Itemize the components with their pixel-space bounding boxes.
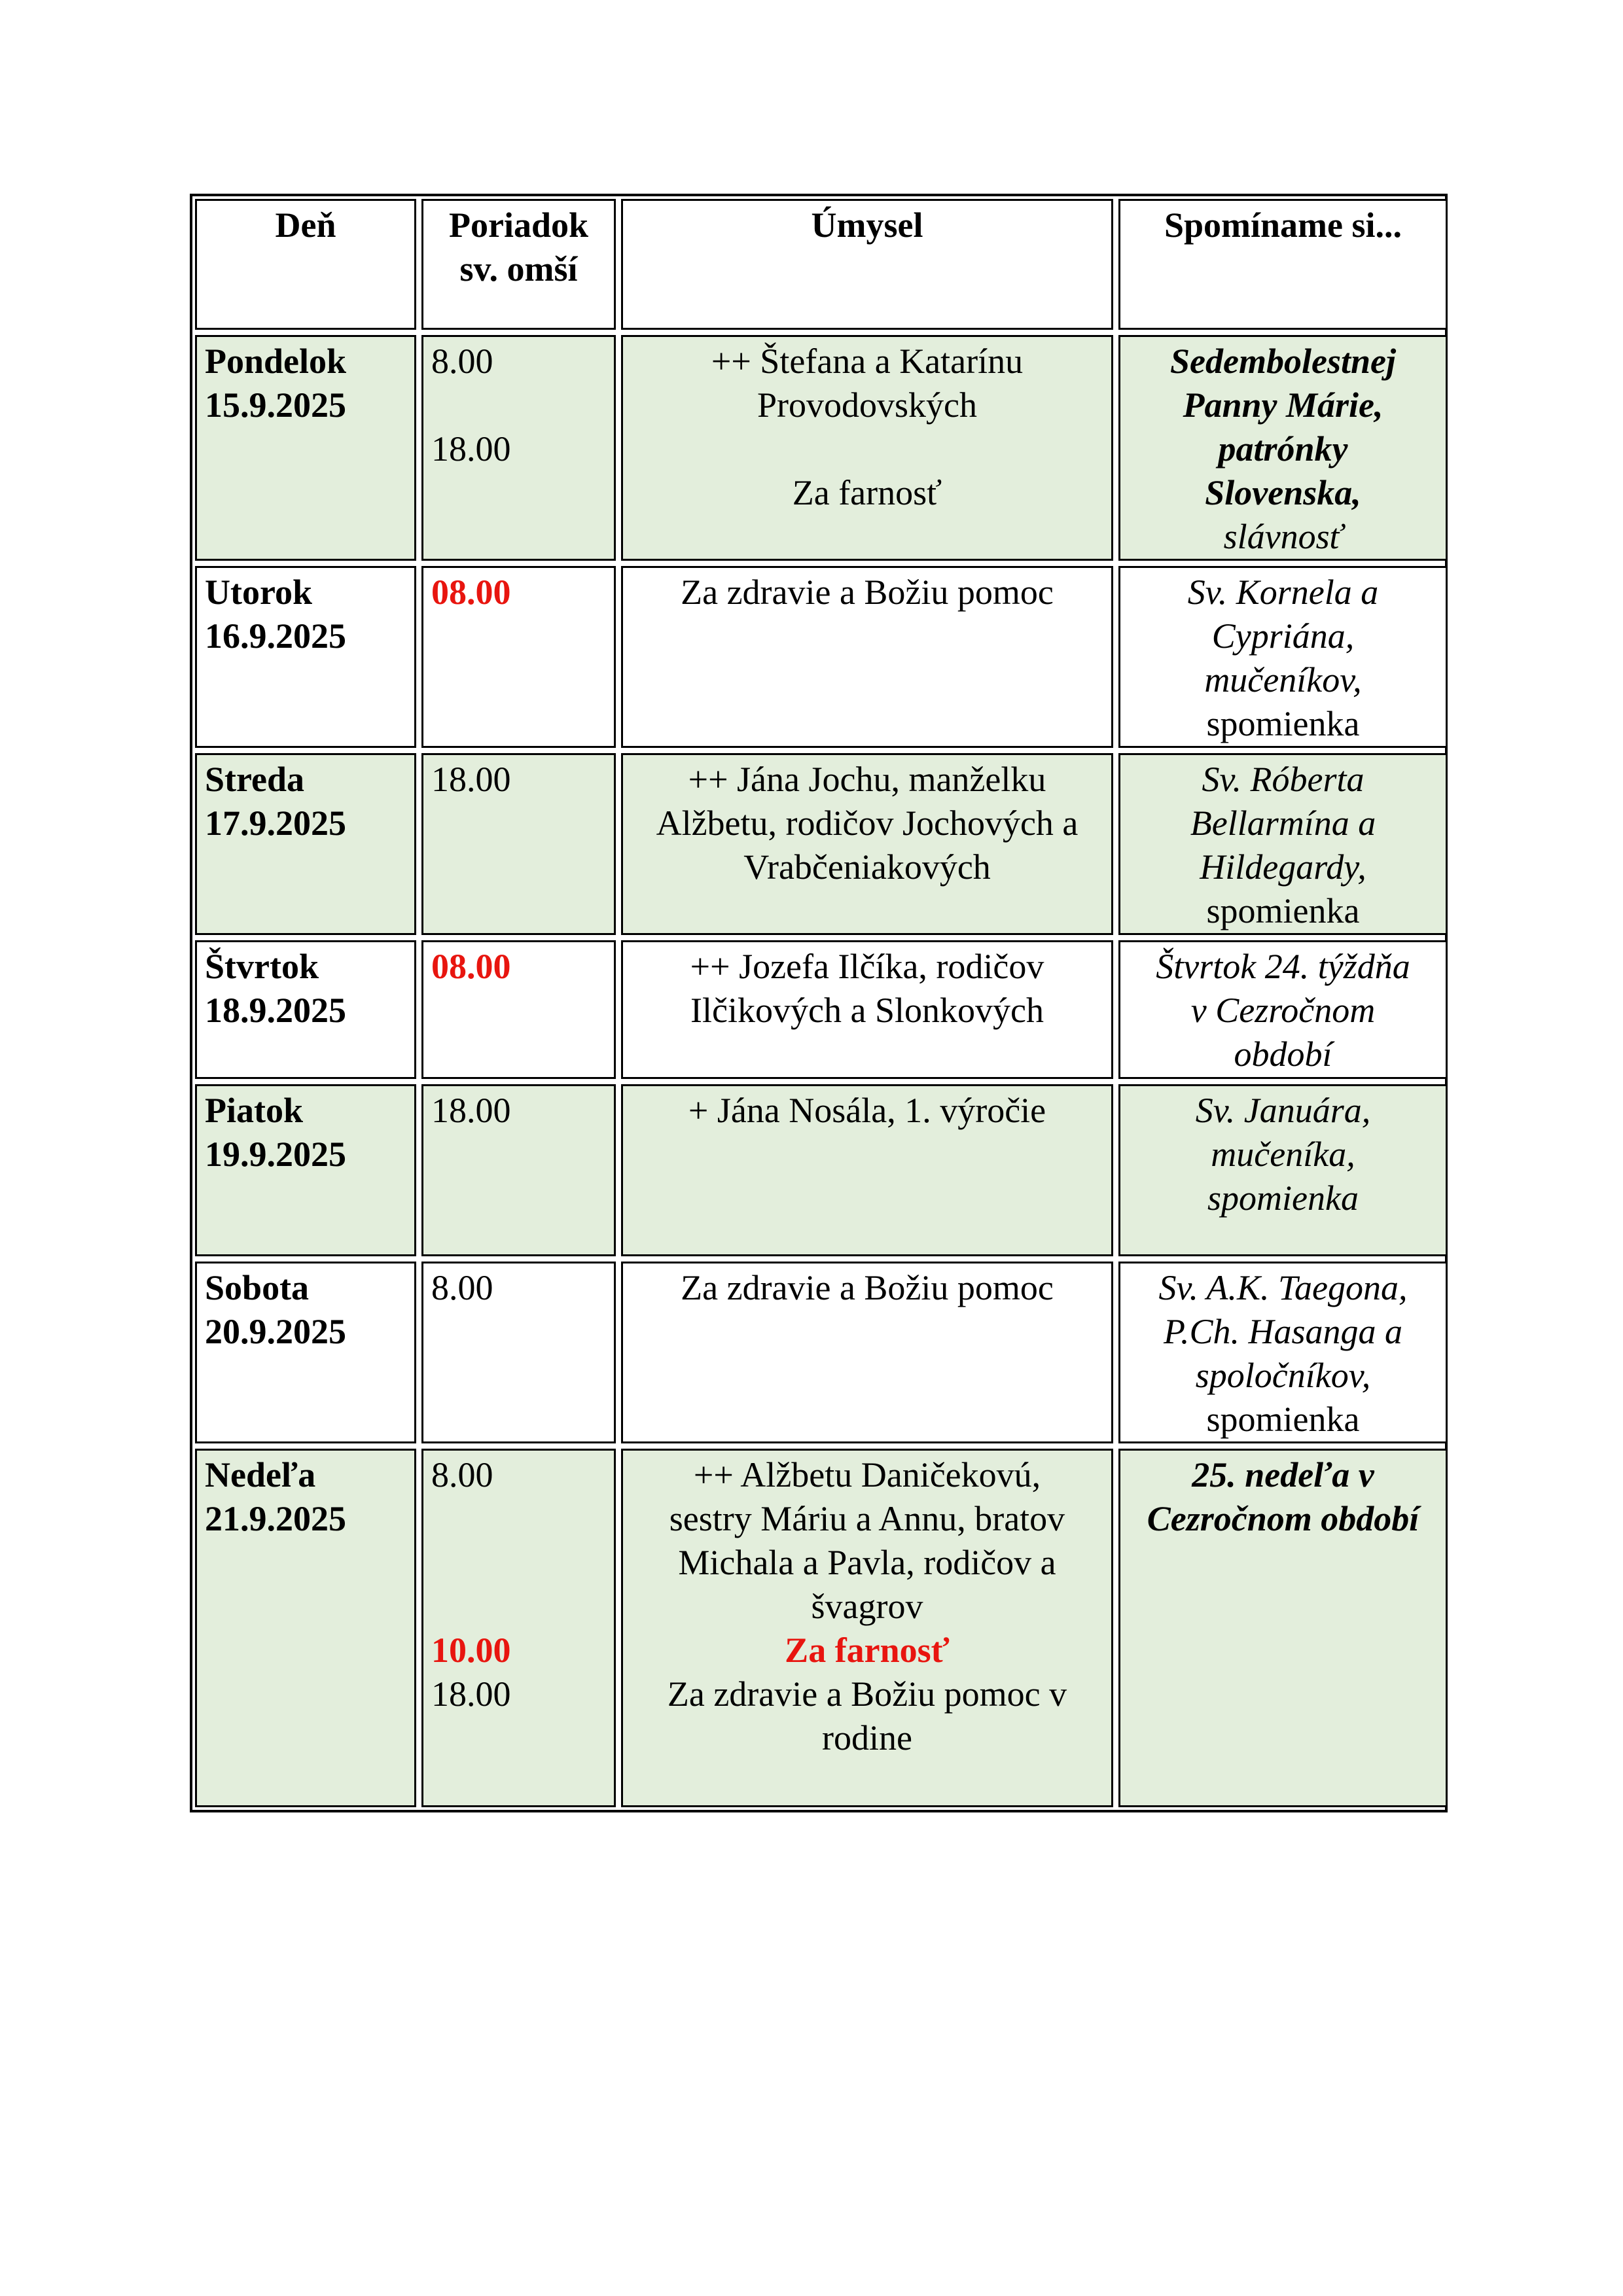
intent-text: Alžbetu, rodičov Jochových a <box>656 804 1079 843</box>
day-name: Piatok <box>205 1091 304 1130</box>
intent-cell <box>621 1449 1113 1807</box>
intent-text: ++ Štefana a Katarínu <box>711 342 1024 381</box>
saint-name: Sv. A.K. Taegona, <box>1158 1268 1408 1307</box>
mass-time: 18.00 <box>431 1674 511 1714</box>
day-name: Sobota <box>205 1268 310 1307</box>
intent-cell <box>621 940 1113 1079</box>
memory-cell <box>1118 566 1448 748</box>
intent-text: + Jána Nosála, 1. výročie <box>688 1091 1046 1130</box>
day-date: 20.9.2025 <box>205 1312 346 1351</box>
day-cell <box>195 1449 416 1807</box>
mass-time-highlight: 08.00 <box>431 947 511 986</box>
day-cell <box>195 940 416 1079</box>
saint-name: Sv. Kornela a <box>1187 573 1379 612</box>
memory-cell <box>1118 1449 1448 1807</box>
day-date: 18.9.2025 <box>205 991 346 1030</box>
mass-time-highlight: 10.00 <box>431 1631 511 1670</box>
day-cell <box>195 1262 416 1443</box>
time-cell <box>421 753 616 935</box>
table-row-saturday <box>195 1262 1448 1443</box>
table-row-wednesday <box>195 753 1448 935</box>
saint-name: spoločníkov, <box>1195 1356 1371 1395</box>
intent-cell <box>621 1084 1113 1256</box>
saint-name: Bellarmína a <box>1190 804 1376 843</box>
time-cell <box>421 1262 616 1443</box>
intent-text: ++ Jána Jochu, manželku <box>688 760 1046 799</box>
saint-name: Cypriána, <box>1211 616 1355 656</box>
table-row-monday <box>195 335 1448 561</box>
table-row-sunday <box>195 1449 1448 1807</box>
intent-cell <box>621 566 1113 748</box>
feast-name: Cezročnom období <box>1147 1499 1419 1538</box>
saint-name: období <box>1234 1034 1332 1074</box>
intent-text: Provodovských <box>757 385 977 425</box>
day-date: 17.9.2025 <box>205 804 346 843</box>
time-cell <box>421 566 616 748</box>
intent-text: Za zdravie a Božiu pomoc v <box>667 1674 1067 1714</box>
feast-rank: spomienka <box>1206 1400 1360 1439</box>
day-name: Nedeľa <box>205 1455 316 1494</box>
feast-name: 25. nedeľa v <box>1192 1455 1374 1494</box>
intent-text: Ilčikových a Slonkových <box>690 991 1044 1030</box>
feast-name: patrónky <box>1218 429 1348 468</box>
intent-text: Vrabčeniakových <box>743 847 991 887</box>
memory-cell <box>1118 1262 1448 1443</box>
feast-name: Panny Márie, <box>1183 385 1383 425</box>
intent-text: švagrov <box>811 1587 923 1626</box>
table-row-thursday <box>195 940 1448 1079</box>
feast-rank: spomienka <box>1206 891 1360 930</box>
mass-time: 18.00 <box>431 1091 511 1130</box>
day-name: Pondelok <box>205 342 347 381</box>
header-day: Deň <box>195 199 416 330</box>
mass-time: 8.00 <box>431 1455 493 1494</box>
day-cell <box>195 753 416 935</box>
intent-cell <box>621 335 1113 561</box>
header-order: Poriadok sv. omší <box>421 199 616 330</box>
day-date: 19.9.2025 <box>205 1135 346 1174</box>
memory-cell <box>1118 335 1448 561</box>
day-name: Utorok <box>205 573 313 612</box>
feast-name: Sedembolestnej <box>1170 342 1396 381</box>
schedule-table-frame <box>190 194 1448 1812</box>
mass-time: 8.00 <box>431 1268 493 1307</box>
intent-text: ++ Alžbetu Daničekovú, <box>693 1455 1041 1494</box>
time-cell <box>421 1449 616 1807</box>
time-cell <box>421 1084 616 1256</box>
day-date: 15.9.2025 <box>205 385 346 425</box>
intent-text: Michala a Pavla, rodičov a <box>678 1543 1056 1582</box>
mass-time: 8.00 <box>431 342 493 381</box>
saint-name: Sv. Januára, <box>1195 1091 1371 1130</box>
day-name: Štvrtok <box>205 947 319 986</box>
header-row <box>195 199 1448 330</box>
day-cell <box>195 1084 416 1256</box>
header-memory: Spomíname si... <box>1118 199 1448 330</box>
table-row-tuesday <box>195 566 1448 748</box>
memory-cell <box>1118 753 1448 935</box>
intent-text: Za farnosť <box>792 473 942 512</box>
feast-rank: spomienka <box>1206 704 1360 743</box>
mass-schedule-table <box>190 194 1453 1812</box>
feast-rank: spomienka <box>1207 1178 1359 1218</box>
memory-cell <box>1118 1084 1448 1256</box>
mass-time-highlight: 08.00 <box>431 573 511 612</box>
day-cell <box>195 566 416 748</box>
mass-time: 18.00 <box>431 760 511 799</box>
intent-cell <box>621 1262 1113 1443</box>
saint-name: v Cezročnom <box>1190 991 1376 1030</box>
intent-text: Za zdravie a Božiu pomoc <box>681 1268 1054 1307</box>
intent-cell <box>621 753 1113 935</box>
time-cell <box>421 940 616 1079</box>
day-name: Streda <box>205 760 305 799</box>
mass-time: 18.00 <box>431 429 511 468</box>
day-cell <box>195 335 416 561</box>
intent-text: Za zdravie a Božiu pomoc <box>681 573 1054 612</box>
day-date: 16.9.2025 <box>205 616 346 656</box>
saint-name: Štvrtok 24. týždňa <box>1156 947 1410 986</box>
saint-name: Hildegardy, <box>1200 847 1366 887</box>
table-row-friday <box>195 1084 1448 1256</box>
intent-text: sestry Máriu a Annu, bratov <box>669 1499 1065 1538</box>
intent-text: ++ Jozefa Ilčíka, rodičov <box>690 947 1044 986</box>
saint-name: mučeníka, <box>1211 1135 1355 1174</box>
feast-name: Slovenska, <box>1205 473 1361 512</box>
saint-name: P.Ch. Hasanga a <box>1163 1312 1403 1351</box>
saint-name: mučeníkov, <box>1204 660 1362 699</box>
intent-text-highlight: Za farnosť <box>785 1631 950 1670</box>
feast-rank: slávnosť <box>1223 517 1343 556</box>
saint-name: Sv. Róberta <box>1202 760 1364 799</box>
day-date: 21.9.2025 <box>205 1499 346 1538</box>
intent-text: rodine <box>822 1718 912 1757</box>
header-intent: Úmysel <box>621 199 1113 330</box>
memory-cell <box>1118 940 1448 1079</box>
time-cell <box>421 335 616 561</box>
